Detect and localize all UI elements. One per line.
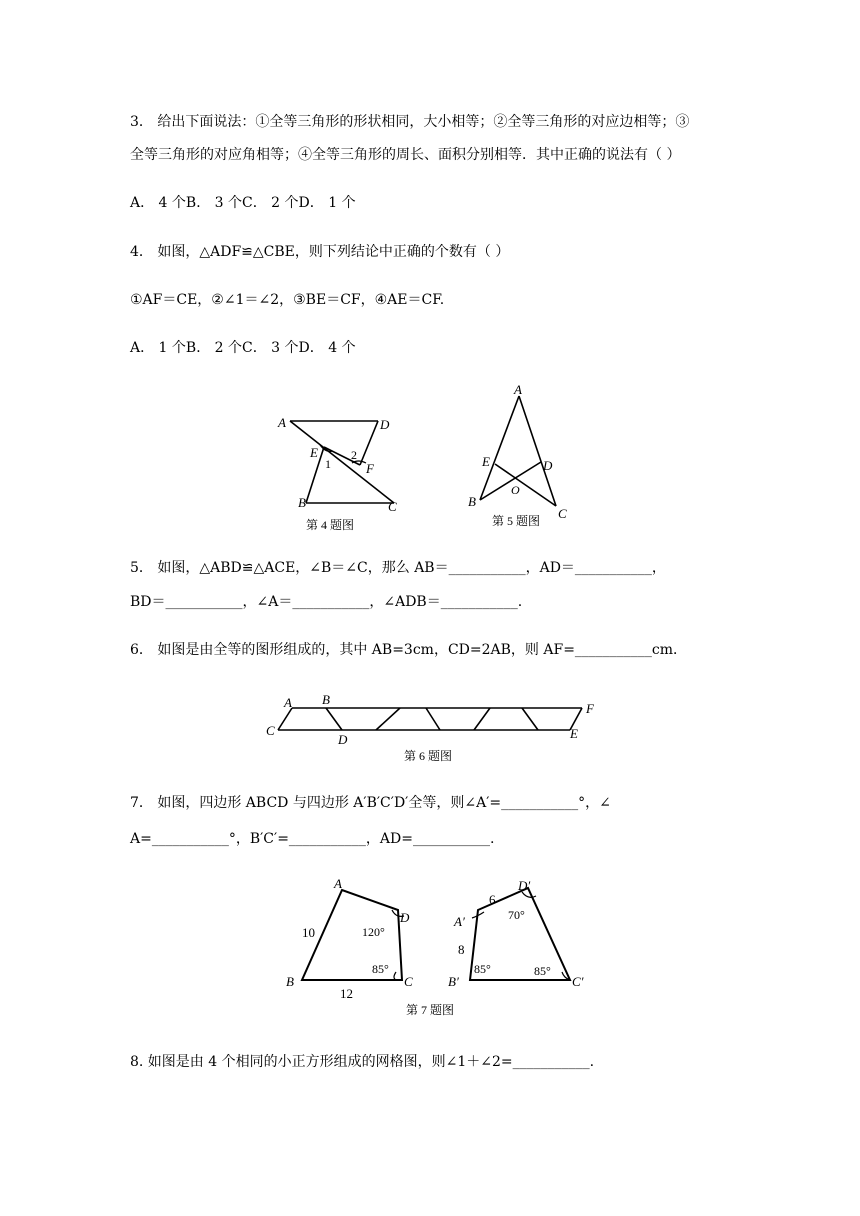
fig7-label-d-prime: D′ — [518, 878, 531, 893]
fig7-caption: 第 7 题图 — [406, 1003, 455, 1017]
fig7-angle-70: 70° — [508, 908, 525, 922]
fig7-angle-85-c: 85° — [534, 964, 551, 978]
fig7-angle-120: 120° — [362, 925, 385, 939]
fig7-side-8: 8 — [458, 942, 465, 957]
fig4-label-1: 1 — [325, 457, 331, 471]
fig5-label-e: E — [482, 454, 490, 469]
fig7-label-c-prime: C′ — [572, 974, 584, 989]
fig4-label-b: B — [298, 495, 306, 510]
fig7-label-a: A — [334, 876, 342, 891]
fig5-label-c: C — [558, 506, 567, 521]
fig5-label-d: D — [543, 458, 553, 473]
q4-line1: 4． 如图，△ADF≌△CBE，则下列结论中正确的个数有（ ） — [130, 244, 510, 260]
fig5-caption: 第 5 题图 — [492, 514, 541, 528]
fig5-label-o: O — [511, 483, 520, 497]
q7-line1: 7． 如图，四边形 ABCD 与四边形 A′B′C′D′全等，则∠A′=___________°，∠ — [130, 795, 611, 811]
q3-line2: 全等三角形的对应角相等；④全等三角形的周长、面积分别相等．其中正确的说法有（ ） — [130, 147, 681, 163]
fig7-label-a-prime: A′ — [454, 914, 465, 929]
fig7-angle-85-b: 85° — [474, 962, 491, 976]
q4-options: A． 1 个B． 2 个C． 3 个D． 4 个 — [130, 340, 356, 356]
fig4-label-e: E — [310, 445, 318, 460]
fig6-label-d: D — [338, 732, 348, 747]
fig7-label-b-prime: B′ — [448, 974, 459, 989]
q7-line2: A=___________°，B′C′=___________，AD=___________. — [130, 831, 495, 847]
fig4-label-d: D — [380, 417, 390, 432]
q5-line1: 5． 如图，△ABD≌△ACE，∠B＝∠C，那么 AB＝___________，AD＝___________， — [130, 560, 666, 576]
figure-4 — [270, 405, 410, 535]
fig6-label-a: A — [284, 695, 292, 710]
figure-6 — [264, 694, 604, 766]
fig5-label-b: B — [468, 494, 476, 509]
fig4-caption: 第 4 题图 — [306, 518, 355, 532]
fig7-side-10: 10 — [302, 925, 315, 940]
fig4-label-c: C — [388, 499, 397, 514]
fig6-label-c: C — [266, 723, 275, 738]
fig7-side-12: 12 — [340, 986, 353, 1001]
fig7-label-c: C — [404, 974, 413, 989]
fig7-label-d: D — [400, 910, 410, 925]
q4-line2: ①AF＝CE，②∠1＝∠2，③BE＝CF，④AE＝CF. — [130, 292, 445, 308]
fig5-label-a: A — [514, 382, 522, 397]
fig4-label-2: 2 — [351, 448, 357, 462]
fig6-label-e: E — [570, 726, 578, 741]
q5-line2: BD＝___________，∠A＝___________，∠ADB＝___________. — [130, 594, 523, 610]
fig4-label-a: A — [278, 415, 286, 430]
fig7-side-6: 6 — [489, 892, 496, 907]
q6-line1: 6． 如图是由全等的图形组成的，其中 AB=3cm，CD=2AB，则 AF=___________cm． — [130, 642, 688, 658]
figure-5 — [460, 382, 580, 532]
q3-line1: 3． 给出下面说法：①全等三角形的形状相同，大小相等；②全等三角形的对应边相等；③ — [130, 114, 690, 130]
fig7-angle-85: 85° — [372, 962, 389, 976]
fig6-label-b: B — [322, 694, 330, 707]
q8-line1: 8. 如图是由 4 个相同的小正方形组成的网格图，则∠1＋∠2=___________. — [130, 1054, 595, 1070]
fig7-label-b: B — [286, 974, 294, 989]
fig4-label-f: F — [366, 461, 374, 476]
q3-options: A． 4 个B． 3 个C． 2 个D． 1 个 — [130, 195, 356, 211]
fig6-label-f: F — [586, 701, 594, 716]
figure-7 — [280, 872, 600, 1022]
fig6-caption: 第 6 题图 — [404, 749, 453, 763]
